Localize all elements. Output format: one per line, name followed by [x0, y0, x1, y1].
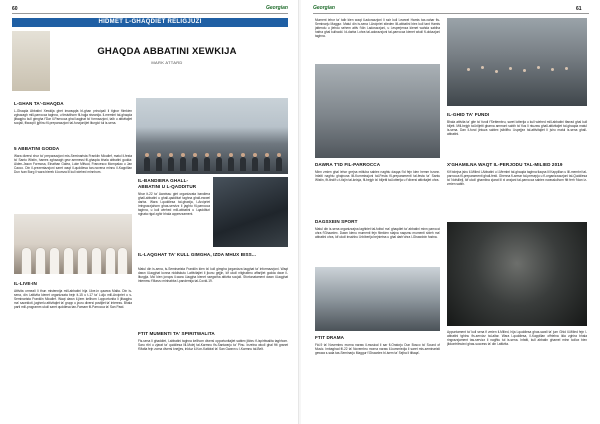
- header-rule-left: [12, 13, 288, 14]
- heading-weekly-meetings: IL-LAQGHAT TA' KULL GIMGHA, IZDA MHUX BISS...: [138, 252, 256, 257]
- photo-parish-help: [315, 64, 440, 158]
- heading-fund: IL-GHID TA' FUNDI: [447, 112, 490, 117]
- heading-live-in: IL-LIVE-IN: [14, 281, 37, 286]
- paragraph-weekly-meetings: Matul din is-sena, is-Seminarista Franklin kien ta' kull gimgha jorganizza laqghat ta' informazzjoni. Waqt dawn il-laqghat konna niddiskutu l-attivitajiet li jkunu gejjin, kif ukoll nitghallmu affarijiet godda dwar il-liturgija. Ma' kien jonqos il-wara l-laqgha kienet ssegwiha attivita socjali. Sfortunatament dawn il-laqghat intemmu f'Marzu minhabba l-pandemija tal-Covid-19.: [138, 267, 288, 284]
- heading-spirituality: FTIT MUMENTI TA' SPIRITWALITA: [138, 331, 215, 336]
- paragraph-drama: Fid-9 ta' Novembru morna naraw il-musical li sar fl-Oratorju Dun Bosco ta' Sound of Music. Imbaghad fil-22 ta' Novembru morna naraw il-kummiedja li saret mis-seminaristi gewwa s-sala tas-Seminarju Maggur t'Ghawdex bl-isem ta' Sejba li tiltaqa'.: [315, 343, 440, 356]
- magazine-logo-left: Georgian: [266, 5, 288, 11]
- paragraph-flag: Nhar it-22 ta' Awwissu giet organizzata bandiera ghall-abbatini u ghall-qaddituri taghna ghall-ewwel darba. Wara l-quddiesa tal-ghaxija, l-Arcipriet irringrazzjahom ghas-servizz li jaghtu fil-parrocca taghna, u kull wiehed mill-abbatini u l-qaddituri nghata rigal zghir bhala apprezzament.: [138, 192, 210, 217]
- article-title: GHAQDA ABBATINI XEWKIJA: [97, 46, 237, 57]
- paragraph-christmas-2019: Kif bdejna jsiru il-Milied l-Abbatini u l-Membri tal-ghaqda taghna tlaqna lil Kappillan u lill-membri tal-parrocca fil-preparamenti ghall-festi. Ghenna fl-armar tal-presepju u fl-organizzazzjoni tal-Quddiesa ta' Nofsillejl, kif ukoll ghamilna zjarat lil xi anzjani tal-parrocca sabiex nwasslulhom ftit ferh f'dan iz-zmien sabih.: [447, 170, 587, 187]
- article-author: MARK ATTARD: [151, 60, 183, 65]
- magazine-logo-right: Georgian: [313, 5, 335, 11]
- paragraph-spirituality: Fis-sena li ghaddiet, l-abbatini taghna kellhom diversi opportunitajiet sabiex jikbru fl-ispiritwalita taghhom. Saru rtiri u zjarat ta' quddiesa lill-Mulej tal-Karmnu fis-Santwarju ta' Pinu. Inzelna wkoll ghal ftit granet f'Malta fejn zorna diversi knejjes, inkluz il-Kon-Katidral ta' San Gwann u l-Karmnu tal-Belt.: [138, 339, 288, 352]
- paragraph-fund: Bhala attivita ta' gite ta' fundi f'Settembru, saret lotterija u kull wiehed mill-abbatini tfarrad ghal kull biljett. Mill-bejgh tal-biljetti gbarna ammont sabih ta' flus li ntuzaw ghall-attivitajiet tal-ghaqda matul is-sena. Dan il-fond jintuza sabiex jsibilfhu l-ispejjez tal-attivitajiet li jsiru matul is-sena ghall-abbatini.: [447, 120, 587, 137]
- photo-new-altar-servers: [14, 214, 132, 274]
- section-banner: HIDMET L-GHAQDIET RELIGJUZI: [12, 18, 288, 27]
- paragraph-adoration: Mument iehor ta' talb kien waqt il-adorazzjoni li ssir kull l-ewwel Hamis tax-xahar fis-Seminarju Maggur. Matul din is-sena l-Arcipriet stieden lill-abbatini biex kull tant Hamis jattendu u jiehdu sehem attiv f'din l-adorazzjoni, u l-esperjenza kienet wahda sabiha hafna ghal kulhadd. Id-darba l-ohra tal-adorazzjoni tal-parrocca kienet wkoll fl-okkazjoni taghna.: [315, 18, 440, 39]
- paragraph-christmas-mass: Appuntament ta' kull sena fi zmien il-Milied, hija l-quddiesa ghas-swali ta' jum Ghid il-Milied fejn l-abbatini tghinu fis-servizz tal-altar. Wara l-quddiesa, il-Kappillan offrielna ikla zghira bhala ringrazzjament tas-servizz li nagħtu tul is-sena. Infatti, kull abbatin ghamel minn kollox biex jikkontribwixxi ghas-success ta' din l-attivita.: [447, 330, 587, 347]
- photo-group-altar-servers: [136, 98, 288, 174]
- photo-flag-event: [213, 177, 288, 247]
- header-rule-right: [313, 13, 589, 14]
- heading-parish-help: DAWRA T'ID FIL-PARROCCA: [315, 162, 381, 167]
- paragraph-aim: L-Ghaqda Abbatini Xewkija ghet imwaqqfa bl-ghan principali li tigbor flimkien zghazagh mill-parrocca taghna, u tirsistihom fil-hajja nisranija. Il-membri tal-ghaqda jiltaqghu kull gimgha f'Dar il-Parrocca ghal laqghat ta' formazzjoni, talb u attivitajiet socjali, filwaqt li jgħinu fil-preparazzjoni tal-funzjonijiet liturgici tul is-sena.: [14, 109, 132, 126]
- heading-new-altar-servers: 5 ABBATINI GODDA: [14, 146, 60, 151]
- heading-drama: FTIT DRAMA: [315, 335, 345, 340]
- heading-aim: L-GHAN TA'-GHAQDA: [14, 101, 64, 106]
- decorative-photo: [12, 31, 50, 91]
- paragraph-live-in: Attivita ormeali li thun mistennija mill-abbatini hija l-live-in qawwa Malta. Din is-sena, din l-attivita kienet organizzata bejn it-15 u t-17 ta' Lulju mill-Arcipriet u s-Seminarista Franklin Micallef. Waqt dawn il-jiem kellhom l-opportunita li jiltaqghu ma' saceidoti, jaghmlu attivitajiet ta' grupp u jzuru diversi postijiet ta' interess. Bhala parti mill-programm ukoll saret quddiesa tan-Famam fil-Parrocca ta' San Pawl.: [14, 289, 132, 310]
- page-number-left: 60: [12, 6, 18, 12]
- photo-altar-servers-church: [447, 18, 587, 106]
- paragraph-new-altar-servers: Wara diversi xhur ta' preparazzjoni mis-Seminarista Franklin Micallef, matul il-festa ta' Santu Wistin, hames zghazagh gew ammessi fil-ghaqda bhala abbatini godda: Aiden-Jason Formosa, Einathan Galea, Luke Mifsud, Francesco Mompalao u Jan Cacco. Din il-prezentazzjoni saret waqt il-quddiesa tan-novena minnu il-Kappillan Dun Ivan Borg li wara bierek il-komza lil kull wiehed minnhom.: [14, 154, 132, 175]
- right-page: [301, 0, 600, 424]
- paragraph-parish-help: Minn zmien ghal iehor grejna mitluba sabiex naghtu daqqa t'id fejn kien hemm bzonn. Infatti naghtu ghajnuna lill-Kummissjoni tal-Festa fil-preparamenti tal-festa ta' Santu Wistin, fit-tindif u t-tizjin tal-knisja, fil-bejgh ta' biljetti tal-lotterija u f'diversi attivitajiet ohra.: [315, 170, 440, 183]
- heading-christmas-2019: X'GHAMILNA WAQT IL-PERJODU TAL-MILIED 2019: [447, 162, 563, 167]
- heading-flag: IL-BANDIERA GHALL-ABBATINI U L-QADDITUR: [138, 178, 197, 189]
- photo-christmas-crib: [447, 222, 587, 326]
- paragraph-sport: Matul din is-sena organizzajna laghbiet tal-futbol ma' ghaqdiet ta' abbatini minn parrocci ohra f'Ghawdex. Dawn kienu mumenti fejn flimkien stajna naqsmu mumenti sbieh ma' abbatini ohra, kif ukoll insahhu l-hbiberija bejnietna u ghal darb'ohra l-Ghawdxin fostna.: [315, 227, 440, 240]
- left-page: [0, 0, 299, 424]
- heading-sport: DAGSXEIN SPORT: [315, 219, 358, 224]
- photo-sport: [315, 267, 440, 331]
- page-number-right: 61: [576, 6, 582, 12]
